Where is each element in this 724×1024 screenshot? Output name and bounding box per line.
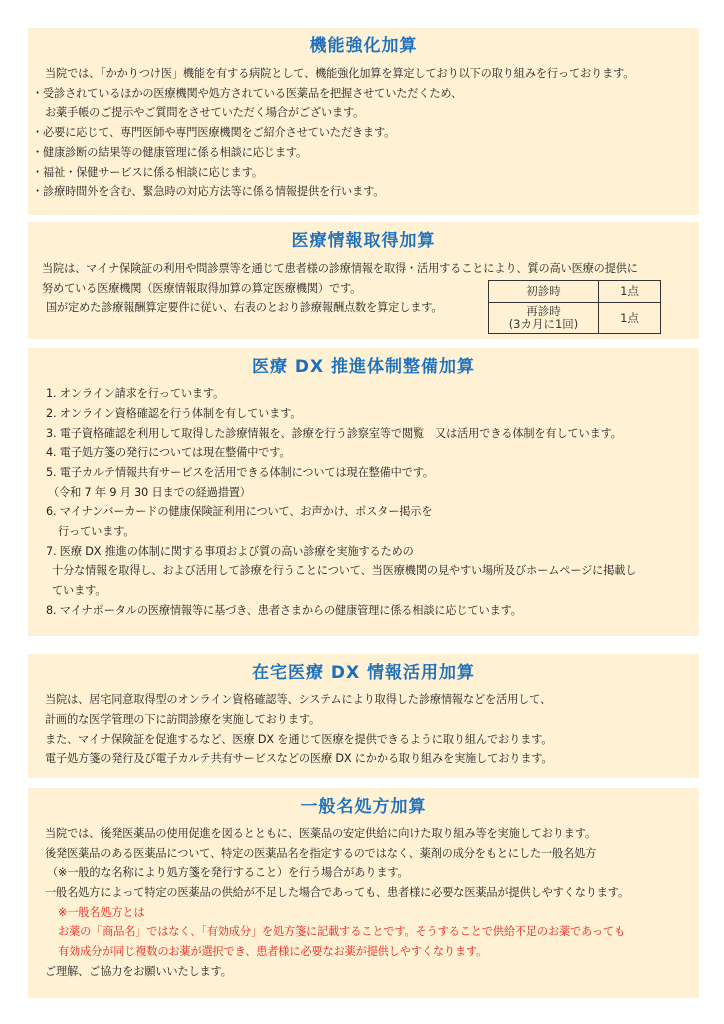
numbered-item: 5. 電子カルテ情報共有サービスを活用できる体制については現在整備中です。 [46, 466, 434, 479]
section-iryou-jouhou-shutoku-kasan [28, 222, 699, 339]
numbered-item: 6. マイナンバーカードの健康保険証利用について、お声かけ、ポスター掲示を [46, 505, 433, 518]
points-table [488, 280, 661, 334]
body-text: 当院は、居宅同意取得型のオンライン資格確認等、システムにより取得した診療情報などを活用して、 [45, 693, 552, 706]
bullet-item: ・健康診断の結果等の健康管理に係る相談に応じます。 [32, 146, 308, 159]
body-text: 当院は、マイナ保険証の利用や問診票等を通じて患者様の診療情報を取得・活用することにより、質の高い医療の提供に [42, 262, 638, 275]
bullet-item: ・診療時間外を含む、緊急時の対応方法等に係る情報提供を行います。 [32, 185, 385, 198]
item-continuation: ています。 [52, 584, 107, 597]
table-row [489, 281, 661, 303]
points-cell: 1点 [599, 281, 661, 303]
section-ippanmei-shohou-kasan [28, 788, 699, 998]
body-text: 計画的な医学管理の下に訪問診療を実施しております。 [45, 713, 321, 726]
table-row [489, 303, 661, 334]
visit-type-cell [489, 281, 599, 303]
body-text: 後発医薬品のある医薬品について、特定の医薬品名を指定するのではなく、薬剤の成分をもとにした一般名処方 [45, 847, 597, 860]
numbered-item: 8. マイナポータルの医療情報等に基づき、患者さまからの健康管理に係る相談に応じています。 [46, 604, 522, 617]
item-note: （令和 7 年 9 月 30 日までの経過措置） [48, 486, 251, 499]
body-text: 努めている医療機関（医療情報取得加算の算定医療機関）です。 [42, 282, 362, 295]
section-iryou-dx-suishin-kasan [28, 348, 699, 636]
section-kinou-kyouka-kasan [28, 28, 699, 215]
section-title: 在宅医療 DX 情報活用加算 [251, 663, 476, 683]
intro-text: 当院では、「かかりつけ医」機能を有する病院として、機能強化加算を算定しており以下の取り組みを行っております。 [45, 67, 635, 80]
points-cell: 1点 [599, 303, 661, 334]
body-text: 国が定めた診療報酬算定要件に従い、右表のとおり診療報酬点数を算定します。 [46, 301, 443, 314]
visit-type-cell [489, 303, 599, 334]
bullet-item: ・受診されているほかの医療機関や処方されている医薬品を把握させていただくため、 [32, 87, 463, 100]
body-text: （※一般的な名称により処方箋を発行すること）を行う場合があります。 [47, 866, 409, 879]
bullet-item: ・必要に応じて、専門医師や専門医療機関をご紹介させていただきます。 [32, 126, 396, 139]
note-text: お薬の「商品名」ではなく、「有効成分」を処方箋に記載することです。そうすることで供給不足のお薬であっても [58, 925, 626, 938]
numbered-item: 4. 電子処方箋の発行については現在整備中です。 [46, 446, 291, 459]
section-title: 医療情報取得加算 [291, 231, 436, 251]
visit-type-sublabel: (3カ月に1回) [508, 317, 579, 331]
section-title: 一般名処方加算 [300, 797, 427, 817]
body-text: 一般名処方によって特定の医薬品の供給が不足した場合であっても、患者様に必要な医薬品が提供しやすくなります。 [45, 886, 629, 899]
note-text: 有効成分が同じ複数のお薬が選択でき、患者様に必要なお薬が提供しやすくなります。 [58, 945, 488, 958]
bullet-continuation: お薬手帳のご提示やご質問をさせていただく場合がございます。 [45, 106, 365, 119]
numbered-item: 2. オンライン資格確認を行う体制を有しています。 [46, 407, 302, 420]
body-text: 電子処方箋の発行及び電子カルテ共有サービスなどの医療 DX にかかる取り組みを実施しております。 [45, 752, 553, 765]
numbered-item: 7. 医療 DX 推進の体制に関する事項および質の高い診療を実施するための [46, 545, 414, 558]
body-text: また、マイナ保険証を促進するなど、医療 DX を通じて医療を提供できるように取り組んでおります。 [45, 733, 553, 746]
body-text: 当院では、後発医薬品の使用促進を図るとともに、医薬品の安定供給に向けた取り組み等を実施しております。 [45, 827, 596, 840]
item-continuation: 行っています。 [58, 525, 135, 538]
numbered-item: 3. 電子資格確認を利用して取得した診療情報を、診療を行う診察室等で閲覧 又は活用できる体制を有しています。 [46, 427, 622, 440]
bullet-item: ・福祉・保健サービスに係る相談に応じます。 [32, 166, 263, 179]
visit-type-label: 再診時 [526, 304, 561, 318]
section-title: 医療 DX 推進体制整備加算 [251, 357, 476, 377]
visit-type-label: 初診時 [526, 284, 561, 298]
item-continuation: 十分な情報を取得し、および活用して診療を行うことについて、当医療機関の見やすい場所及びホームページに掲載し [52, 564, 637, 577]
closing-text: ご理解、ご協力をお願いいたします。 [45, 965, 232, 978]
section-title: 機能強化加算 [309, 36, 418, 56]
note-heading: ※一般名処方とは [58, 906, 145, 919]
section-zaitaku-iryou-dx-kasan [28, 654, 699, 778]
numbered-item: 1. オンライン請求を行っています。 [46, 387, 225, 400]
